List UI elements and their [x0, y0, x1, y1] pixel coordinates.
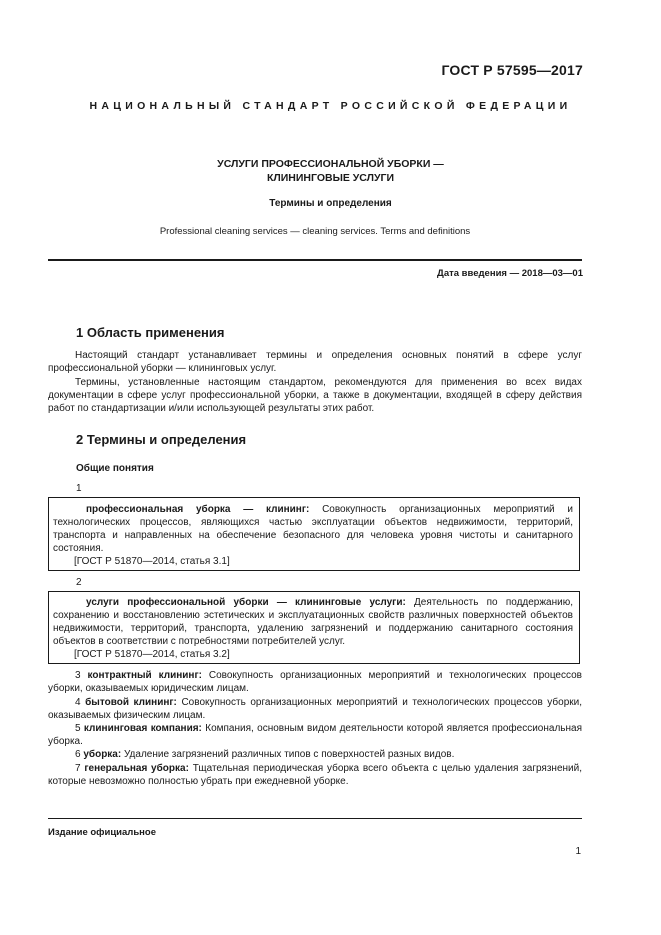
- term-6-term: уборка:: [83, 749, 122, 760]
- term-4-number: 4: [75, 697, 81, 708]
- term-1-source: [ГОСТ Р 51870—2014, статья 3.1]: [74, 556, 230, 567]
- section-1-paragraph-1: Настоящий стандарт устанавливает термины и определения основных понятий в сфере услуг профессиональной уборки — клининговых услуг.: [48, 350, 582, 374]
- term-2-term: услуги профессиональной уборки — клининговые услуги:: [86, 597, 406, 608]
- term-5-number: 5: [75, 723, 81, 734]
- document-subtitle: Термины и определения: [269, 198, 392, 209]
- term-6: [48, 748, 582, 761]
- standard-number: ГОСТ Р 57595—2017: [441, 62, 583, 78]
- term-1-text: [53, 503, 573, 555]
- term-7-number: 7: [75, 763, 81, 774]
- official-edition-label: Издание официальное: [48, 827, 156, 838]
- term-2-box: [48, 591, 580, 664]
- term-6-definition: Удаление загрязнений различных типов с поверхностей разных видов.: [121, 749, 455, 760]
- term-2-source: [ГОСТ Р 51870—2014, статья 3.2]: [74, 649, 230, 660]
- term-3-term: контрактный клининг:: [87, 670, 202, 681]
- general-concepts-subheading: Общие понятия: [76, 463, 154, 474]
- term-1-box: [48, 497, 580, 571]
- term-3-definition: Совокупность организационных мероприятий и технологических процессов уборки, оказываемых юридическим лицам.: [48, 670, 582, 694]
- term-5: [48, 722, 582, 748]
- section-2-heading: 2 Термины и определения: [76, 432, 247, 447]
- term-1-definition: Совокупность организационных мероприятий и технологических процессов, являющихся частью эксплуатации объектов недвижимости, территорий, транспорта и направленных на обеспечение безопасного для человека уровня чистоты и санитарного состояния.: [53, 504, 573, 554]
- term-7-definition: Тщательная периодическая уборка всего объекта с целью удаления загрязнений, которые невозможно полностью убрать при ежедневной уборке.: [48, 763, 582, 787]
- term-7: [48, 762, 582, 788]
- title-line-1: УСЛУГИ ПРОФЕССИОНАЛЬНОЙ УБОРКИ —: [217, 158, 444, 170]
- term-6-number: 6: [75, 749, 81, 760]
- page-number: 1: [575, 846, 581, 857]
- footer-divider: [48, 818, 582, 819]
- term-4-term: бытовой клининг:: [85, 697, 177, 708]
- title-divider: [48, 259, 582, 261]
- english-title: Professional cleaning services — cleaning services. Terms and definitions: [159, 226, 471, 237]
- section-1-paragraph-2: Термины, установленные настоящим стандартом, рекомендуются для применения во всех видах документации в сфере услуг профессиональной уборки, а также в документации, входящей в сферу действия работ по стандартизации и/или использующей результаты этих работ.: [48, 377, 582, 414]
- term-2-text: [53, 596, 573, 648]
- term-5-term: клининговая компания:: [83, 723, 202, 734]
- term-4: [48, 696, 582, 722]
- term-1-number: 1: [76, 483, 82, 494]
- term-2-definition: Деятельность по поддержанию, сохранению и восстановлению эстетических и эксплуатационных свойств различных поверхностей объектов недвижимости, территорий, транспорта, удалению загрязнений и поддержанию санитарного состояния объектов в соответствии с потребностями потребителей услуг.: [53, 597, 574, 647]
- term-5-definition: Компания, основным видом деятельности которой является профессиональная уборка.: [48, 723, 582, 747]
- national-standard-line: НАЦИОНАЛЬНЫЙ СТАНДАРТ РОССИЙСКОЙ ФЕДЕРАЦИИ: [89, 100, 572, 112]
- term-7-term: генеральная уборка:: [84, 763, 189, 774]
- term-3-number: 3: [75, 670, 81, 681]
- title-line-2: КЛИНИНГОВЫЕ УСЛУГИ: [266, 172, 395, 184]
- term-2-number: 2: [76, 577, 82, 588]
- term-4-definition: Совокупность организационных мероприятий и технологических процессов уборки, оказываемых физическим лицам.: [48, 697, 583, 721]
- term-3: [48, 669, 582, 695]
- term-1-term: профессиональная уборка — клининг:: [86, 504, 310, 515]
- section-1-heading: 1 Область применения: [76, 325, 225, 340]
- date-of-introduction: Дата введения — 2018—03—01: [437, 268, 583, 279]
